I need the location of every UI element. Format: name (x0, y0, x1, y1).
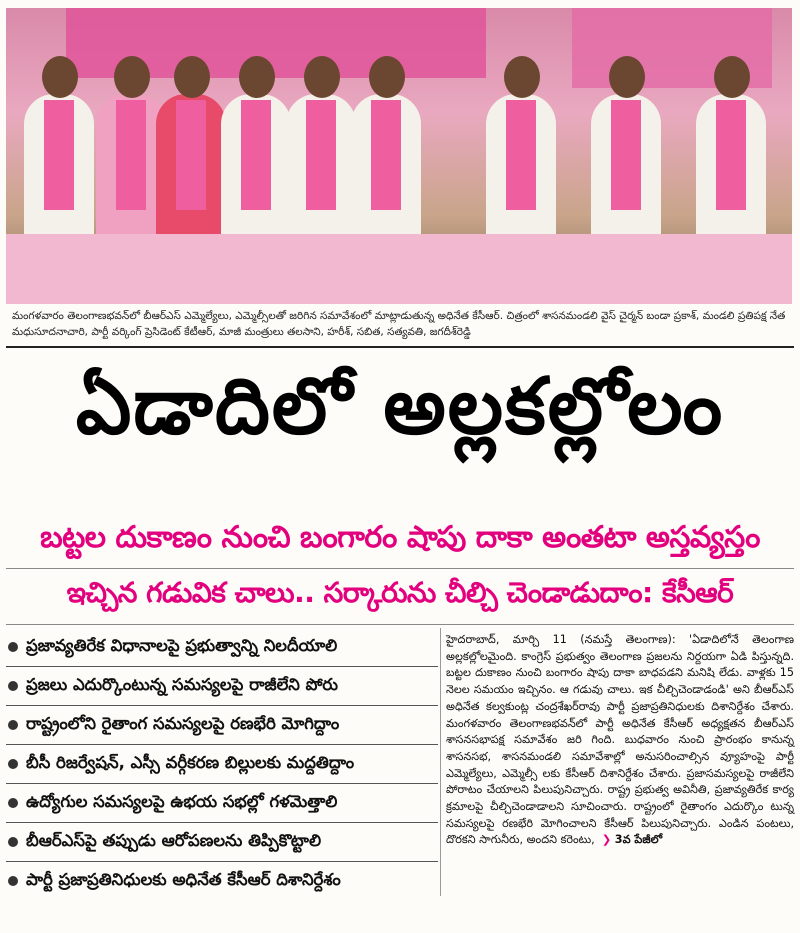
bullet-icon (8, 798, 18, 808)
bullet-icon (8, 876, 18, 886)
column-divider (440, 628, 441, 896)
bullet-icon (8, 681, 18, 691)
bullet-item: బీఆర్ఎస్‌పై తప్పుడు ఆరోపణలను తిప్పికొట్టాలి (6, 823, 438, 862)
bullet-icon (8, 720, 18, 730)
bullet-icon (8, 642, 18, 652)
bullet-item: ఉద్యోగుల సమస్యలపై ఉభయ సభల్లో గళమెత్తాలి (6, 784, 438, 823)
article-text: హైదరాబాద్, మార్చి 11 (నమస్తే తెలంగాణ): 'ఏడాదిలోనే తెలంగాణ అల్లకల్లోలమైంది. కాంగ్రెస్ ప్రభుత్వం తెలంగాణ ప్రజలను నిర్దయగా ఏడి పిస్తున్నది. బట్టల దుకాణం నుంచి బంగారం షాపు దాకా బాధపడని మనిషి లేడు. వాళ్లకు 15 నెలల సమయం ఇచ్చినం. ఆ గడువు చాలు. ఇక చీల్చిచెండాడండి' అని బీఆర్ఎస్ అధినేత కల్వకుంట్ల చంద్రశేఖర్‌రావు పార్టీ ప్రజాప్రతినిధులకు దిశానిర్దేశం చేశారు. మంగళవారం తెలంగాణభవన్‌లో పార్టీ అధినేత కేసీఆర్ అధ్యక్షతన బీఆర్ఎస్ శాసనసభాపక్ష సమావేశం జరి గింది. బుధవారం నుంచి ప్రారంభం కానున్న శాసనసభ, శాసనమండలి సమావేశాల్లో అనుసరించాల్సిన వ్యూహంపై పార్టీ ఎమ్మెల్యేలు, ఎమ్మెల్సీ లకు కేసీఆర్ దిశానిర్దేశం చేశారు. ప్రజాసమస్యలపై రాజీలేని పోరాటం చేయాలని పిలుపునిచ్చారు. రాష్ట్ర ప్రభుత్వ అవినీతి, ప్రజావ్యతిరేక కార్య క్రమాలపై చీల్చిచెండాడాలని సూచించారు. రాష్ట్రంలో రైతాంగం ఎదుర్కొం టున్న సమస్యలపై రణభేరి మోగించాలని కేసీఆర్ పిలుపునిచ్చారు. ఎండిన పంటలు, దొరకని సాగునీరు, అందని కరెంటు, (446, 633, 794, 847)
bullet-item: ప్రజావ్యతిరేక విధానాలపై ప్రభుత్వాన్ని నిలదీయాలి (6, 628, 438, 667)
photo-caption: మంగళవారం తెలంగాణభవన్‌లో బీఆర్ఎస్ ఎమ్మెల్యేలు, ఎమ్మెల్సీలతో జరిగిన సమావేశంలో మాట్లాడుతున్న అధినేత కేసీఆర్. చిత్రంలో శాసనమండలి వైస్ చైర్మన్ బండా ప్రకాశ్, మండలి ప్రతిపక్ష నేత మధుసూదనాచారి, పార్టీ వర్కింగ్ ప్రెసిడెంట్ కేటీఆర్, మాజీ మంత్రులు తలసాని, హరీశ్, సబిత, సత్యవతి, జగదీశ్‌రెడ్డి (12, 310, 786, 338)
continued-link[interactable]: 3వ పేజీలో (614, 833, 663, 847)
bullet-list (6, 628, 438, 900)
divider (6, 624, 794, 625)
photo-table (6, 234, 792, 304)
bullet-item: పార్టీ ప్రజాప్రతినిధులకు అధినేత కేసీఆర్ దిశానిర్దేశం (6, 862, 438, 900)
news-photo (6, 8, 792, 304)
page-headline: ఏడాదిలో అల్లకల్లోలం (75, 362, 725, 452)
divider (6, 568, 794, 569)
bullet-icon (8, 837, 18, 847)
bullet-item: బీసీ రిజర్వేషన్, ఎస్సీ వర్గీకరణ బిల్లులకు మద్దతిద్దాం (6, 745, 438, 784)
divider (6, 346, 794, 348)
subheadline-secondary: ఇచ్చిన గడువిక చాలు.. సర్కారును చీల్చి చెండాడుదాం: కేసీఆర్ (66, 576, 734, 609)
continued-arrow-icon: ❯ (598, 833, 612, 847)
bullet-item: రాష్ట్రంలోని రైతాంగ సమస్యలపై రణభేరి మోగిద్దాం (6, 706, 438, 745)
subheadline-primary: బట్టల దుకాణం నుంచి బంగారం షాపు దాకా అంతటా అస్తవ్యస్తం (40, 520, 760, 555)
bullet-icon (8, 759, 18, 769)
bullet-item: ప్రజలు ఎదుర్కొంటున్న సమస్యలపై రాజీలేని పోరు (6, 667, 438, 706)
article-body (446, 632, 794, 849)
